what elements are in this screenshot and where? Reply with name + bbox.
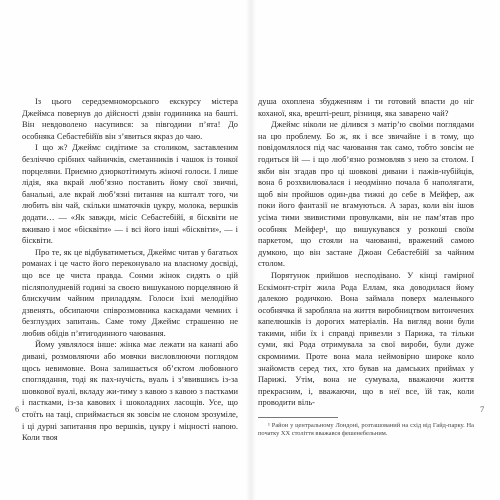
book-gutter <box>246 0 256 500</box>
page-number-left: 6 <box>15 404 20 414</box>
footnote: ¹ Район у центральному Лондоні, розташований на схід від Гайд-парку. На початку XX століття вважався фешенебельним. <box>258 422 474 438</box>
left-page <box>22 96 238 444</box>
page-number-right: 7 <box>480 404 485 414</box>
left-paragraph-1: Із цього середземноморського екскурсу містера Джеймса повернув до дійсності дзвін годинника на башті. Він невдоволено насупився: за півгодини п’ята! До особняка Себастебійїв він з’явиться якраз до чаю. <box>22 97 238 141</box>
right-paragraph-2: Джеймс ніколи не ділився з матір’ю своїми поглядами на цю проблему. Бо ж, як і все звичайне і в тому, що повідомлялося під час чаювання так само, тобто зовсім не годиться їй — і що люб’язно розмовляв з нею за столом. І якби він згадав про ці шовкові дивани і пажів-нубійців, вона б розхвилювалася і неодмінно почала б наполягати, щоб він пройшов один-два тижні до себе в Мейфер, аж поки його фантазії не вгамуються. А зараз, коли він ішов усіма тими звивистими провулками, він не пам’ятав про особняк Мейфер¹, що вишукувався у розкоші своїм паркетом, що стояли на чаюванні, вражений самою думкою, що він застане Джоан Себастебійї за чайним столом. <box>258 120 474 269</box>
footnote-rule <box>258 417 338 418</box>
left-paragraph-3: Про те, як це відбуватиметься, Джеймс читав у багатьох романах і це часто його переконувало на власному досвіді, що все це чиста правда. Сонми жінок сидять о цій післяполудневій годині за своєю вишуканою порцеляною й блискучим чайним приладдям. Голоси їхні мелодійно дзвенять, обсипаючи співрозмовника каскадами чемних і безглуздих запитань. Саме тому Джеймс страшенно не любив обідів п’ятигодинного чаювання. <box>22 247 238 338</box>
right-page <box>258 96 474 439</box>
right-paragraph-1: душа охоплена збудженням і ти готовий впасти до ніг коханої, яка, врешті-решт, різниця, яка заварено чай? <box>258 97 474 118</box>
right-paragraph-3: Порятунок прийшов несподівано. У кінці гамірної Ескімонт-стріт жила Рода Еллам, яка доводилася йому далекою родичкою. Вона займала поверх маленького особнячка й заробляла на життя виробництвом витончених капелюшків із дорогих матеріалів. На вигляд вони були такими, ніби їх і справді привезли з Парижа, та тільки суми, які Рода отримувала за свої вироби, були дуже скромними. Проте вона мала неймовірно широке коло знайомств серед тих, хто бував на дамських приймах у Парижі. Утім, вона не сумувала, вважаючи життя прекрасним, і, вважаючи, що в неї все, їй так, коли проводити віль- <box>258 270 474 408</box>
left-paragraph-2: І що ж? Джеймс сидітиме за столиком, заставленим безліччю срібних чайничків, сметанників і чашок із тонкої порцеляни. Приємно дзюркотітимуть жіночі голоси. І лише лідія, яка вкрай люб’язно поставить йому свої звичні, банальні, але вкрай люб’язні питання на кшталт того, чи любить він чай, скільки шматочків цукру, молока, вершків додати… — «Як завжди, місіс Себастебійї, я бісквіти не вживаю і моє «бісквіти» — і всі його інші «бісквіти», — і бісквіти. <box>22 143 238 246</box>
left-paragraph-4: Йому уявлялося інше: жінка має лежати на канапі або дивані, розмовляючи або мовчки висловлюючи поглядом щось невимовне. Вона залишається об’єктом любовного споглядання, тоді як пах-нучість, вуаль і з’явившись із-за шовкової вуалі, вкладу жи-тиму з кавою з кавою з пастками і пастками, із-за кавових і шоколадних ласощів. Усе, що стоїть на таці, сприймається як зовсім не слоном зрозуміле, і ці дурні запитання про вершків, цукру і міцності напою. Коли твоя <box>22 340 238 443</box>
